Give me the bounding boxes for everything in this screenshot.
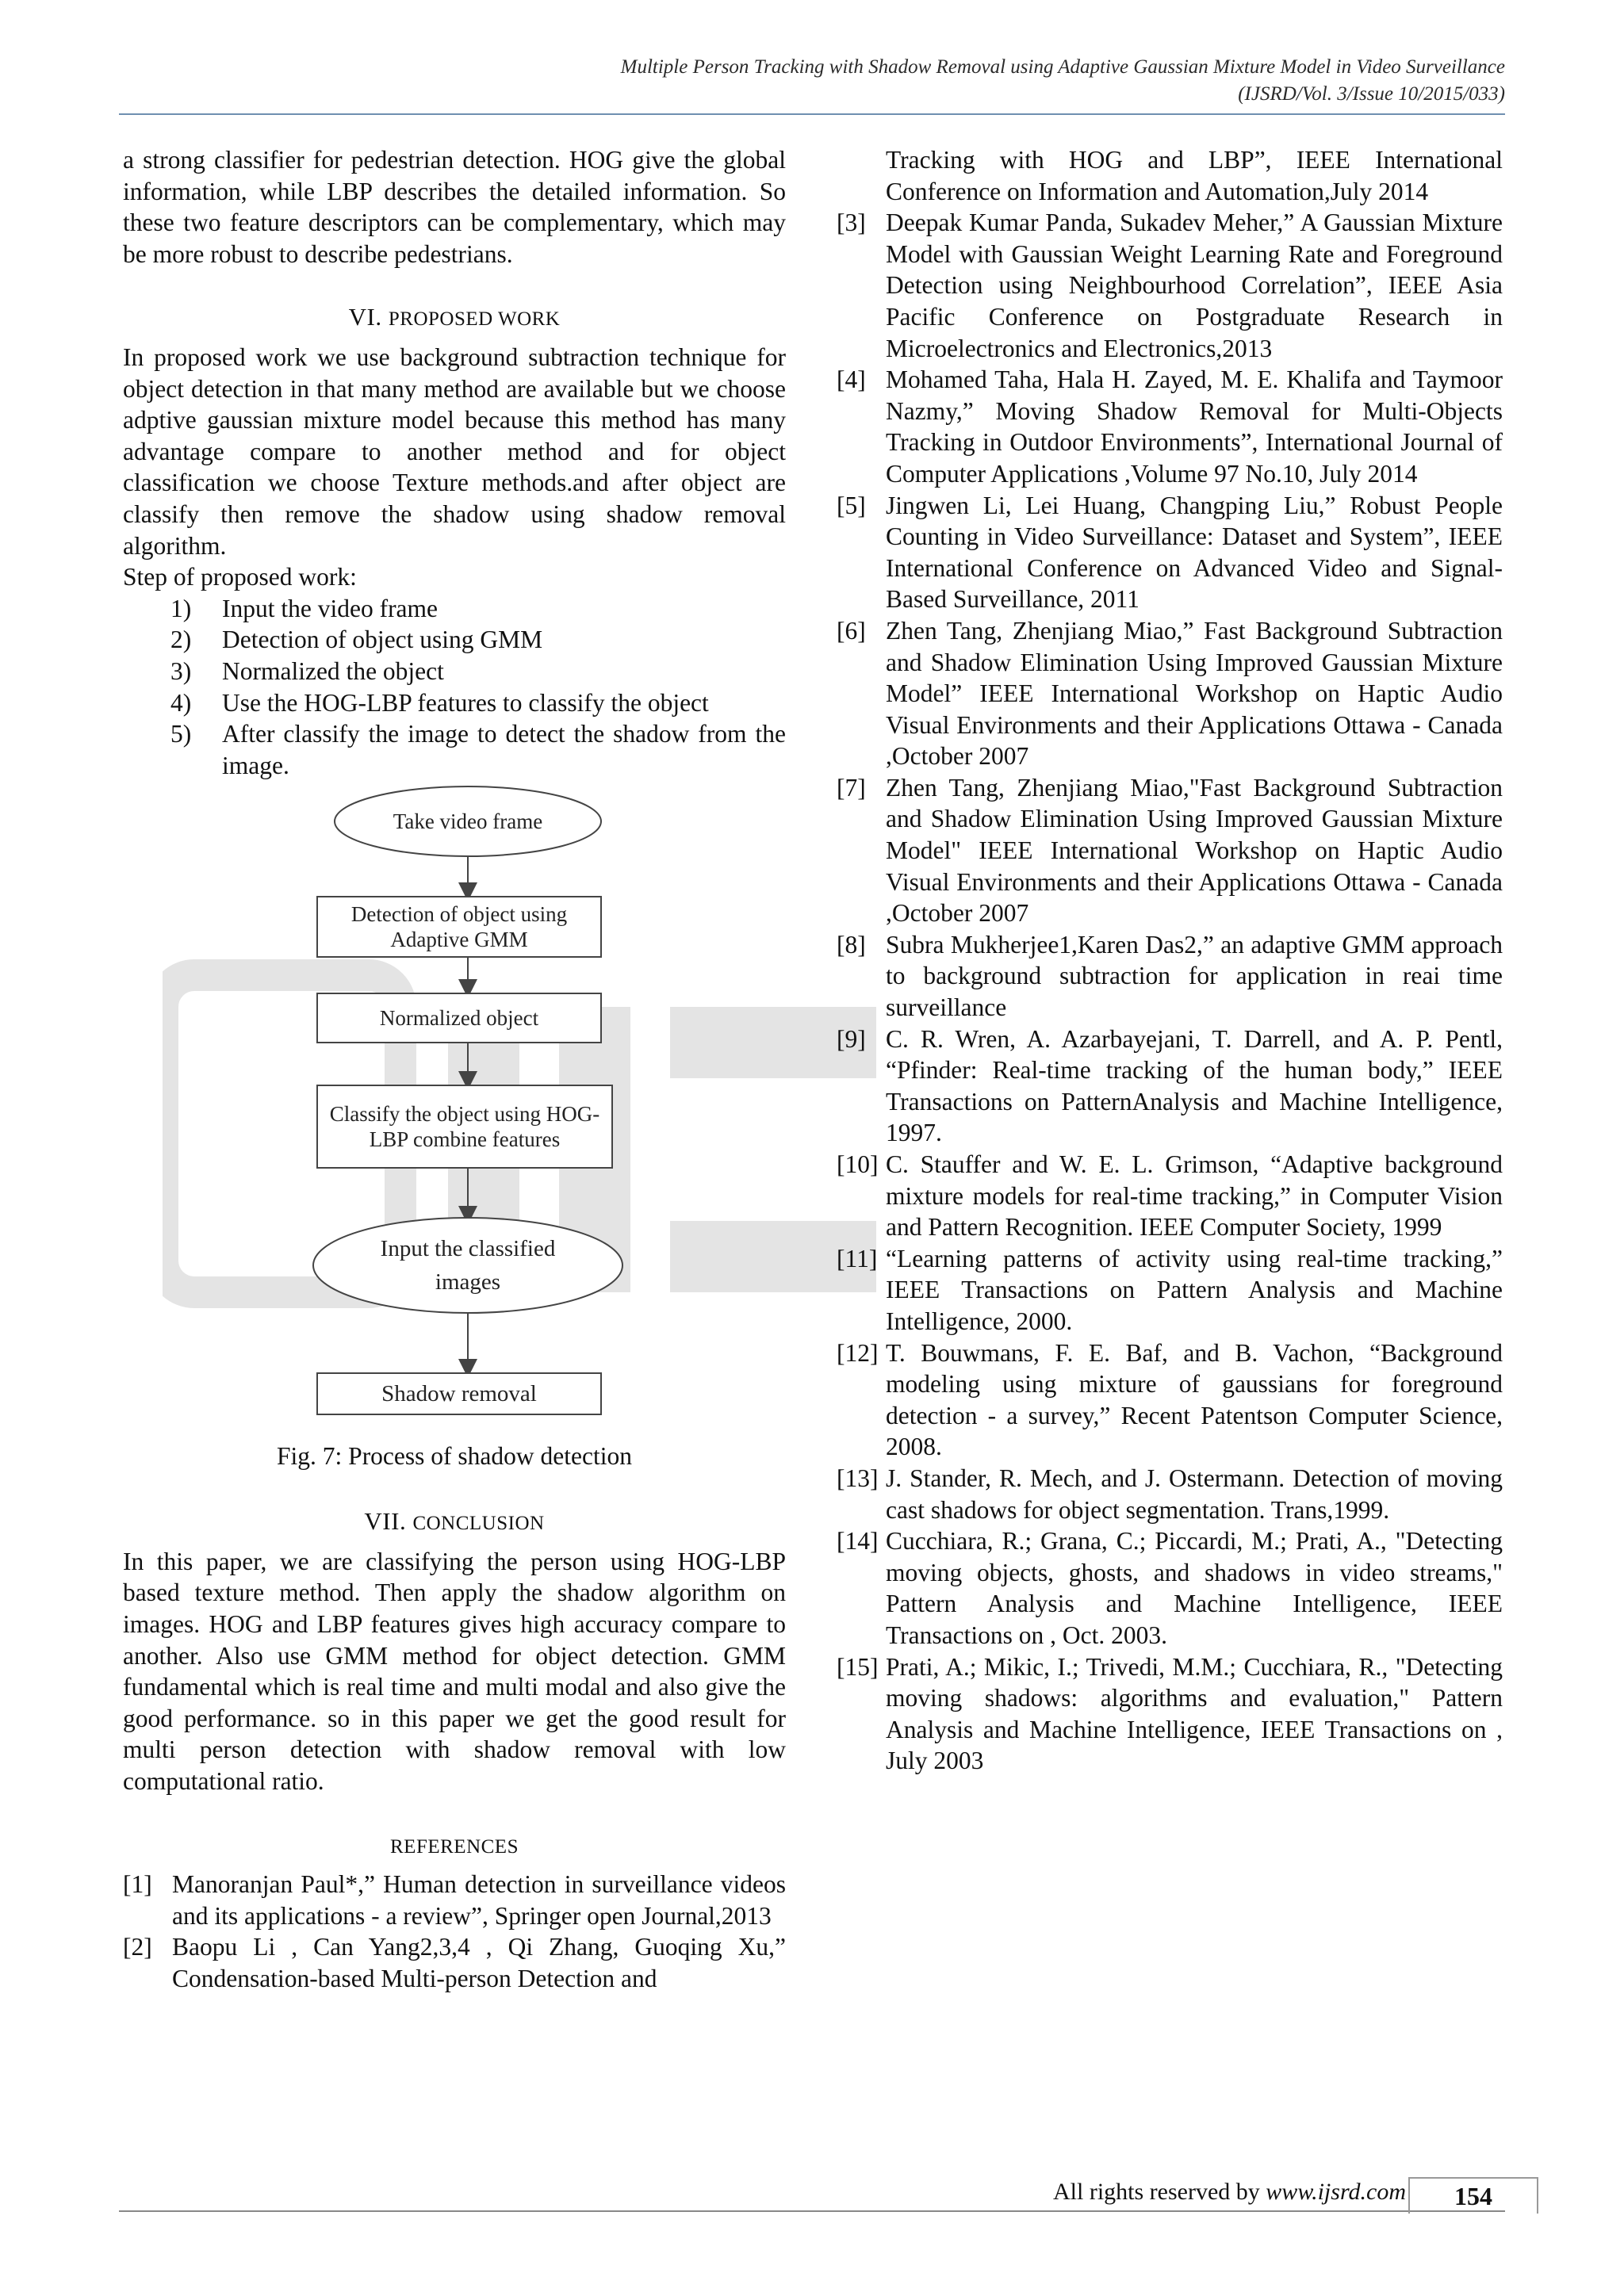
reference-number: [11] <box>837 1244 878 1272</box>
section-number: VII. <box>364 1507 407 1536</box>
list-item <box>123 687 786 719</box>
list-item <box>123 718 786 781</box>
reference-text: Cucchiara, R.; Grana, C.; Piccardi, M.; Prati, A., "Detecting moving objects, ghosts, and shadows in video streams," Pattern Analysis and Machine Intelligence, IEEE Transactions on , Oct. 2003. <box>886 1527 1503 1649</box>
list-number: 5) <box>170 720 192 748</box>
header-rule <box>119 113 1505 115</box>
reference-item <box>123 1869 786 1931</box>
reference-item <box>123 1931 786 1994</box>
reference-item <box>837 1149 1503 1243</box>
flow-node-normalized: Normalized object <box>379 1006 539 1031</box>
flow-node-shadow-removal: Shadow removal <box>381 1381 537 1407</box>
reference-item-continued <box>837 144 1503 207</box>
reference-item <box>837 1337 1503 1463</box>
reference-text: Tracking with HOG and LBP”, IEEE International Conference on Information and Automation,July 2014 <box>886 146 1503 205</box>
page-number: 154 <box>1408 2177 1538 2214</box>
reference-item <box>837 929 1503 1024</box>
reference-number: [1] <box>123 1870 152 1899</box>
reference-number: [7] <box>837 773 866 802</box>
reference-text: T. Bouwmans, F. E. Baf, and B. Vachon, “Background modeling using mixture of gaussians for foreground detection - a survey,” Recent Patentson Computer Science, 2008. <box>886 1338 1503 1461</box>
reference-number: [2] <box>123 1933 152 1961</box>
reference-number: [6] <box>837 616 866 645</box>
reference-text: Subra Mukherjee1,Karen Das2,” an adaptive GMM approach to background subtraction for application in reai time surveillance <box>886 930 1503 1022</box>
reference-number: [5] <box>837 491 866 519</box>
reference-item <box>837 207 1503 364</box>
reference-item <box>837 490 1503 615</box>
reference-number: [15] <box>837 1652 879 1681</box>
flowchart-figure <box>123 786 786 1491</box>
right-column <box>837 144 1503 1777</box>
section-heading-proposed <box>123 301 786 335</box>
reference-text: Jingwen Li, Lei Huang, Changping Liu,” Robust People Counting in Video Surveillance: Dataset and System”, IEEE International Conference on Advanced Video and Signal-Based Surveillance, 2011 <box>886 491 1503 614</box>
list-number: 3) <box>170 656 192 685</box>
section-title: CONCLUSION <box>412 1513 545 1535</box>
reference-text: Zhen Tang, Zhenjiang Miao,” Fast Background Subtraction and Shadow Elimination Using Improved Gaussian Mixture Model” IEEE International Workshop on Haptic Audio Visual Environments and their Applications Ottawa - Canada ,October 2007 <box>886 616 1503 771</box>
reference-number: [13] <box>837 1464 879 1492</box>
footer-rights-text: All rights reserved by <box>1053 2179 1260 2205</box>
reference-list-left <box>123 1869 786 1994</box>
list-item <box>123 624 786 656</box>
footer-copyright <box>1053 2179 1406 2206</box>
reference-text: “Learning patterns of activity using real-time tracking,” IEEE Transactions on Pattern Analysis and Machine Intelligence, 2000. <box>886 1244 1503 1335</box>
list-number: 1) <box>170 594 192 622</box>
proposed-paragraph: In proposed work we use background subtraction technique for object detection in that many method are available but we choose adptive gaussian mixture model because this method has many advantage compare to another method and for object classification we choose Texture methods.and after object are classify then remove the shadow using shadow removal algorithm. <box>123 342 786 560</box>
reference-number: [9] <box>837 1024 866 1053</box>
reference-item <box>837 1525 1503 1651</box>
reference-item <box>837 615 1503 772</box>
header-title: Multiple Person Tracking with Shadow Removal using Adaptive Gaussian Mixture Model in Video Surveillance <box>620 56 1505 78</box>
list-text: Detection of object using GMM <box>222 626 543 654</box>
flow-node-classify: Classify the object using HOG-LBP combine features <box>329 1102 600 1152</box>
reference-number: [10] <box>837 1150 879 1178</box>
reference-text: Deepak Kumar Panda, Sukadev Meher,” A Gaussian Mixture Model with Gaussian Weight Learning Rate and Foreground Detection using Neighbourhood Correlation”, IEEE Asia Pacific Conference on Postgraduate Research in Microelectronics and Electronics,2013 <box>886 209 1503 362</box>
section-title: REFERENCES <box>390 1835 519 1858</box>
conclusion-paragraph: In this paper, we are classifying the person using HOG-LBP based texture method. Then apply the shadow algorithm on images. HOG and LBP features gives high accuracy compare to another. Also use GMM method for object detection. GMM fundamental which is real time and multi modal and also give the good performance. so in this paper we get the good result for multi person detection with shadow removal with low computational ratio. <box>123 1547 786 1796</box>
list-text: Input the video frame <box>222 594 439 622</box>
reference-number: [3] <box>837 209 866 237</box>
reference-text: J. Stander, R. Mech, and J. Ostermann. Detection of moving cast shadows for object segmentation. Trans,1999. <box>886 1464 1503 1524</box>
reference-item <box>837 1463 1503 1525</box>
reference-item <box>837 1024 1503 1149</box>
figure-caption: Fig. 7: Process of shadow detection <box>277 1442 632 1471</box>
reference-text: Manoranjan Paul*,” Human detection in surveillance videos and its applications - a review”, Springer open Journal,2013 <box>172 1870 786 1930</box>
reference-text: Zhen Tang, Zhenjiang Miao,"Fast Background Subtraction and Shadow Elimination Using Improved Gaussian Mixture Model" IEEE International Workshop on Haptic Audio Visual Environments and their Applications Ottawa - Canada ,October 2007 <box>886 773 1503 928</box>
section-title: PROPOSED WORK <box>388 308 561 331</box>
flow-node-detection: Detection of object using Adaptive GMM <box>350 902 568 952</box>
steps-list <box>123 593 786 782</box>
footer-rule <box>119 2210 1505 2212</box>
left-column <box>123 144 786 1995</box>
reference-text: Prati, A.; Mikic, I.; Trivedi, M.M.; Cucchiara, R., "Detecting moving shadows: algorithms and evaluation," Pattern Analysis and Machine Intelligence, IEEE Transactions on , July 2003 <box>886 1652 1503 1775</box>
reference-number: [12] <box>837 1338 879 1367</box>
list-item <box>123 593 786 625</box>
intro-paragraph: a strong classifier for pedestrian detection. HOG give the global information, while LBP describes the detailed information. So these two feature descriptors can be complementary, which may be more robust to describe pedestrians. <box>123 146 786 268</box>
flow-node-input-classified: Input the classified images <box>380 1236 556 1295</box>
header-issue: (IJSRD/Vol. 3/Issue 10/2015/033) <box>1238 83 1505 105</box>
section-heading-references <box>123 1829 786 1863</box>
reference-text: Mohamed Taha, Hala H. Zayed, M. E. Khalifa and Taymoor Nazmy,” Moving Shadow Removal for Multi-Objects Tracking in Outdoor Environments”, International Journal of Computer Applications ,Volume 97 No.10, July 2014 <box>886 365 1503 488</box>
reference-list-right <box>837 144 1503 1777</box>
footer-site-link[interactable]: www.ijsrd.com <box>1266 2179 1406 2205</box>
reference-text: Baopu Li , Can Yang2,3,4 , Qi Zhang, Guoqing Xu,” Condensation-based Multi-person Detection and <box>172 1933 786 1992</box>
reference-number: [8] <box>837 930 866 959</box>
steps-title: Step of proposed work: <box>123 563 357 591</box>
flow-node-take-frame: Take video frame <box>393 809 543 834</box>
reference-text: C. Stauffer and W. E. L. Grimson, “Adaptive background mixture models for real-time tracking,” in Computer Vision and Pattern Recognition. IEEE Computer Society, 1999 <box>886 1150 1503 1242</box>
section-number: VI. <box>348 303 382 331</box>
running-header <box>236 54 1505 108</box>
section-heading-conclusion <box>123 1506 786 1540</box>
list-number: 4) <box>170 688 192 717</box>
reference-number: [14] <box>837 1527 879 1556</box>
list-text: Use the HOG-LBP features to classify the object <box>222 688 709 717</box>
list-text: After classify the image to detect the shadow from the image. <box>222 720 786 779</box>
reference-number: [4] <box>837 365 866 394</box>
reference-item <box>837 772 1503 929</box>
list-number: 2) <box>170 626 192 654</box>
reference-item <box>837 364 1503 489</box>
reference-item <box>837 1243 1503 1337</box>
reference-text: C. R. Wren, A. Azarbayejani, T. Darrell, and A. P. Pentl, “Pfinder: Real-time tracking of the human body,” IEEE Transactions on PatternAnalysis and Machine Intelligence, 1997. <box>886 1024 1503 1147</box>
reference-item <box>837 1651 1503 1777</box>
list-item <box>123 656 786 687</box>
list-text: Normalized the object <box>222 656 444 685</box>
